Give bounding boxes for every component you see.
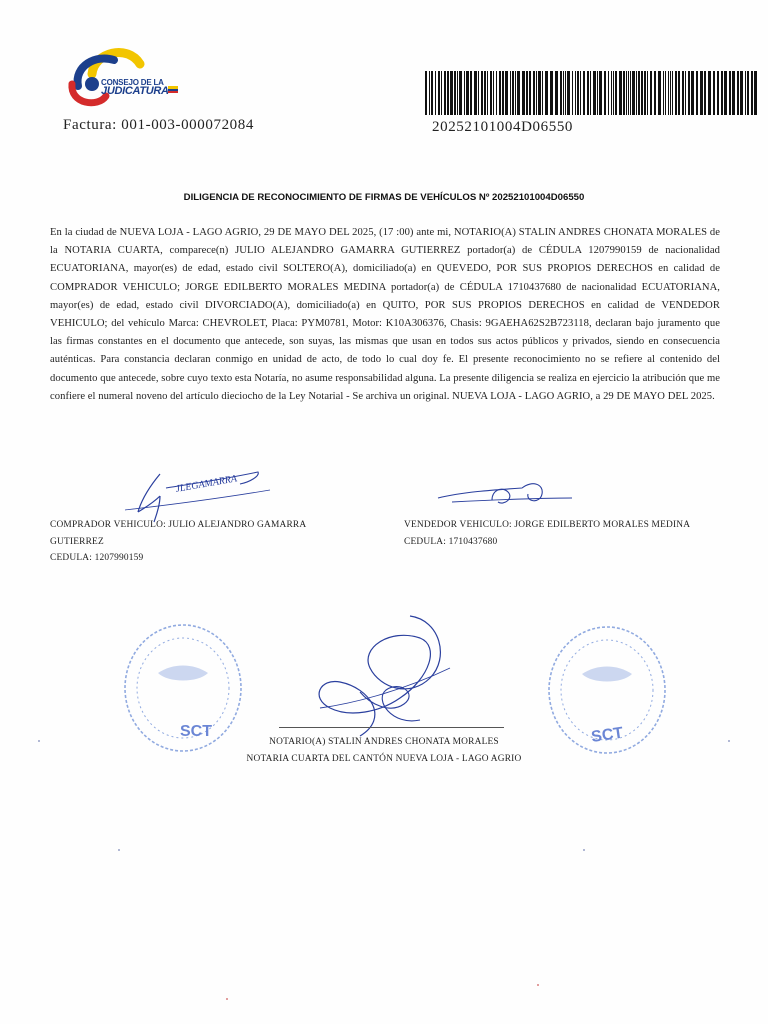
svg-text:JLEGAMARRA: JLEGAMARRA (174, 473, 238, 495)
logo-line1: CONSEJO DE LA (101, 78, 164, 87)
scan-speck (728, 740, 730, 742)
buyer-id: CEDULA: 1207990159 (50, 553, 144, 563)
barcode-number: 20252101004D06550 (432, 119, 574, 135)
notary-office: NOTARIA CUARTA DEL CANTÓN NUEVA LOJA - LAGO AGRIO (246, 754, 522, 764)
seller-signature (432, 476, 582, 516)
logo-line2: JUDICATURA (101, 85, 169, 97)
seller-name-line1: VENDEDOR VEHICULO: JORGE EDILBERTO MORALES MEDINA (404, 520, 691, 530)
left-stamp-text: SCT (180, 723, 212, 740)
buyer-signature-block (50, 517, 350, 567)
scan-speck (537, 984, 539, 986)
invoice-number: Factura: 001-003-000072084 (63, 117, 254, 133)
document-title: DILIGENCIA DE RECONOCIMIENTO DE FIRMAS DE VEHÍCULOS Nº 20252101004D06550 (183, 192, 585, 203)
scan-speck (38, 740, 40, 742)
buyer-name-line1: COMPRADOR VEHICULO: JULIO ALEJANDRO GAMARRA (50, 520, 307, 530)
document-body: En la ciudad de NUEVA LOJA - LAGO AGRIO, 29 DE MAYO DEL 2025, (17 :00) ante mi, NOTARIO(A) STALIN ANDRES CHONATA MORALES de la NOTARIA CUARTA, comparece(n) JULIO ALEJANDRO GAMARRA GUTIERREZ portador(a) de CÉDULA 1207990159 de nacionalidad ECUATORIANA, mayor(es) de edad, estado civil SOLTERO(A), domiciliado(a) en QUEVEDO, POR SUS PROPIOS DERECHOS en calidad de COMPRADOR VEHICULO; JORGE EDILBERTO MORALES MEDINA portador(a) de CÉDULA 1710437680 de nacionalidad ECUATORIANA, mayor(es) de edad, estado civil DIVORCIADO(A), domiciliado(a) en QUITO, POR SUS PROPIOS DERECHOS en calidad de VENDEDOR VEHICULO; del vehículo Marca: CHEVROLET, Placa: PYM0781, Motor: K10A306376, Chasis: 9GAEHA62S2B723118, declaran bajo juramento que las firmas constantes en el documento que antecede, son suyas, las mismas que usan en todos sus actos públicos y privados, siendo en consecuencia auténticas. Para constancia declaran conmigo en unidad de acto, de todo lo cual doy fe. El presente reconocimiento no se refiere al contenido del documento que antecede, sobre cuyo texto esta Notaría, no asume responsabilidad alguna. La presente diligencia se realiza en ejercicio la atribución que me confiere el numeral noveno del artículo dieciocho de la Ley Notarial - Se archiva un original. NUEVA LOJA - LAGO AGRIO, a 29 DE MAYO DEL 2025. (50, 227, 720, 402)
seller-id: CEDULA: 1710437680 (404, 536, 498, 547)
scan-speck (583, 849, 585, 851)
notary-name: NOTARIO(A) STALIN ANDRES CHONATA MORALES (269, 737, 499, 747)
scan-speck (118, 849, 120, 851)
buyer-name-line2: GUTIERREZ (50, 536, 104, 547)
barcode (425, 71, 757, 115)
scan-speck (226, 998, 228, 1000)
notary-signature-line (279, 727, 504, 728)
right-stamp-text: SCT (590, 724, 625, 746)
seller-signature-block (404, 517, 734, 550)
